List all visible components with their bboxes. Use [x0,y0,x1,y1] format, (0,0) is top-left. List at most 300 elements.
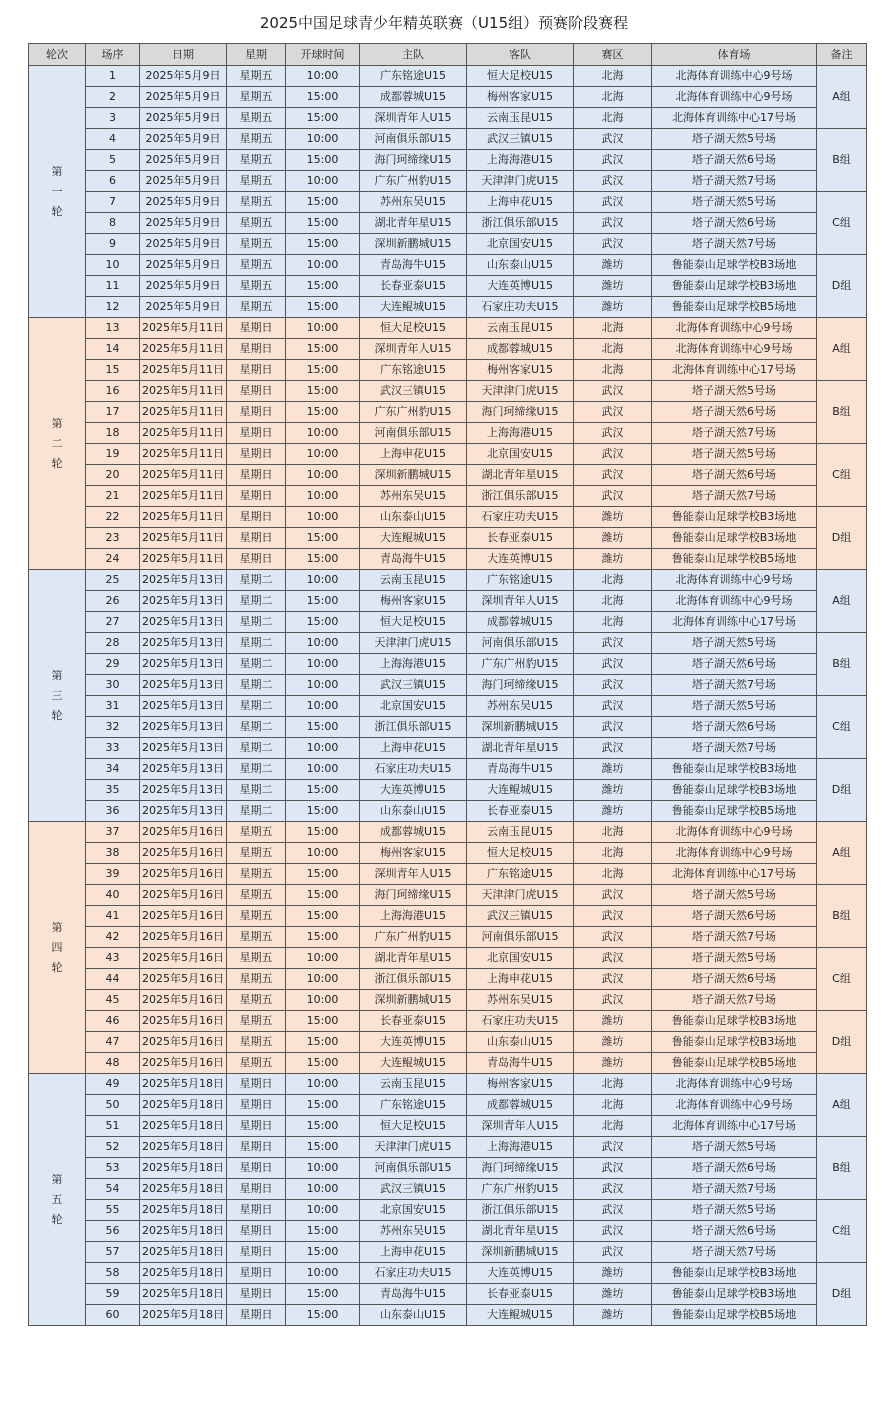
date-cell: 2025年5月18日 [140,1221,227,1242]
zone-cell: 武汉 [574,150,652,171]
table-row [29,1179,867,1200]
table-row [29,360,867,381]
date-cell: 2025年5月13日 [140,570,227,591]
zone-cell: 武汉 [574,1200,652,1221]
weekday-cell: 星期日 [227,465,286,486]
home-team-cell: 海门珂缔缘U15 [360,885,467,906]
weekday-cell: 星期五 [227,171,286,192]
col-header-weekday: 星期 [227,44,286,66]
page-title: 2025中国足球青少年精英联赛（U15组）预赛阶段赛程 [259,14,629,32]
away-team-cell: 深圳青年人U15 [467,591,574,612]
weekday-cell: 星期日 [227,381,286,402]
away-team-cell: 云南玉昆U15 [467,822,574,843]
away-team-cell: 河南俱乐部U15 [467,927,574,948]
date-cell: 2025年5月13日 [140,780,227,801]
table-row [29,654,867,675]
zone-cell: 潍坊 [574,528,652,549]
date-cell: 2025年5月16日 [140,843,227,864]
away-team-cell: 梅州客家U15 [467,87,574,108]
kickoff-cell: 10:00 [286,696,360,717]
stadium-cell: 塔子湖天然7号场 [652,1179,817,1200]
kickoff-cell: 15:00 [286,906,360,927]
kickoff-cell: 15:00 [286,822,360,843]
date-cell: 2025年5月11日 [140,423,227,444]
zone-cell: 潍坊 [574,1305,652,1326]
away-team-cell: 成都蓉城U15 [467,1095,574,1116]
weekday-cell: 星期日 [227,1221,286,1242]
group-label: D组 [817,1011,867,1074]
date-cell: 2025年5月9日 [140,192,227,213]
match-no-cell: 10 [86,255,140,276]
date-cell: 2025年5月16日 [140,885,227,906]
table-row [29,234,867,255]
match-no-cell: 19 [86,444,140,465]
stadium-cell: 鲁能泰山足球学校B3场地 [652,1263,817,1284]
weekday-cell: 星期日 [227,1263,286,1284]
zone-cell: 北海 [574,87,652,108]
date-cell: 2025年5月18日 [140,1263,227,1284]
group-label: A组 [817,318,867,381]
round-label [29,822,86,1074]
match-no-cell: 22 [86,507,140,528]
match-no-cell: 16 [86,381,140,402]
away-team-cell: 天津津门虎U15 [467,381,574,402]
match-no-cell: 5 [86,150,140,171]
away-team-cell: 海门珂缔缘U15 [467,1158,574,1179]
round-label [29,318,86,570]
match-no-cell: 30 [86,675,140,696]
col-header-round: 轮次 [29,44,86,66]
date-cell: 2025年5月18日 [140,1242,227,1263]
kickoff-cell: 15:00 [286,549,360,570]
weekday-cell: 星期五 [227,1053,286,1074]
stadium-cell: 塔子湖天然5号场 [652,1200,817,1221]
date-cell: 2025年5月11日 [140,507,227,528]
home-team-cell: 梅州客家U15 [360,591,467,612]
kickoff-cell: 10:00 [286,675,360,696]
away-team-cell: 广东广州豹U15 [467,654,574,675]
away-team-cell: 恒大足校U15 [467,66,574,87]
group-label: A组 [817,1074,867,1137]
stadium-cell: 塔子湖天然6号场 [652,1158,817,1179]
col-header-stadium: 体育场 [652,44,817,66]
away-team-cell: 青岛海牛U15 [467,759,574,780]
away-team-cell: 北京国安U15 [467,234,574,255]
zone-cell: 武汉 [574,402,652,423]
away-team-cell: 长春亚泰U15 [467,528,574,549]
match-no-cell: 59 [86,1284,140,1305]
match-no-cell: 47 [86,1032,140,1053]
match-no-cell: 46 [86,1011,140,1032]
zone-cell: 北海 [574,66,652,87]
stadium-cell: 北海体育训练中心9号场 [652,66,817,87]
table-row [29,213,867,234]
group-label: B组 [817,633,867,696]
stadium-cell: 塔子湖天然5号场 [652,129,817,150]
zone-cell: 武汉 [574,927,652,948]
away-team-cell: 石家庄功夫U15 [467,507,574,528]
match-no-cell: 33 [86,738,140,759]
match-no-cell: 20 [86,465,140,486]
weekday-cell: 星期日 [227,486,286,507]
date-cell: 2025年5月13日 [140,591,227,612]
match-no-cell: 50 [86,1095,140,1116]
round-label-char: 轮 [51,204,63,218]
kickoff-cell: 10:00 [286,1179,360,1200]
away-team-cell: 成都蓉城U15 [467,612,574,633]
away-team-cell: 上海海港U15 [467,1137,574,1158]
weekday-cell: 星期二 [227,717,286,738]
table-row [29,528,867,549]
stadium-cell: 塔子湖天然6号场 [652,654,817,675]
weekday-cell: 星期日 [227,423,286,444]
match-no-cell: 9 [86,234,140,255]
date-cell: 2025年5月16日 [140,990,227,1011]
home-team-cell: 大连鲲城U15 [360,1053,467,1074]
stadium-cell: 鲁能泰山足球学校B3场地 [652,759,817,780]
date-cell: 2025年5月16日 [140,906,227,927]
weekday-cell: 星期二 [227,654,286,675]
weekday-cell: 星期日 [227,1200,286,1221]
zone-cell: 武汉 [574,738,652,759]
kickoff-cell: 15:00 [286,276,360,297]
match-no-cell: 51 [86,1116,140,1137]
date-cell: 2025年5月13日 [140,759,227,780]
weekday-cell: 星期五 [227,969,286,990]
home-team-cell: 上海申花U15 [360,444,467,465]
zone-cell: 武汉 [574,213,652,234]
zone-cell: 潍坊 [574,801,652,822]
stadium-cell: 塔子湖天然5号场 [652,633,817,654]
table-row [29,990,867,1011]
table-row [29,1200,867,1221]
schedule-table [28,43,867,1326]
kickoff-cell: 10:00 [286,654,360,675]
stadium-cell: 塔子湖天然7号场 [652,234,817,255]
zone-cell: 武汉 [574,129,652,150]
table-row [29,1074,867,1095]
zone-cell: 武汉 [574,675,652,696]
home-team-cell: 梅州客家U15 [360,843,467,864]
round-label-char: 第 [51,1172,63,1186]
date-cell: 2025年5月16日 [140,1011,227,1032]
table-row [29,612,867,633]
home-team-cell: 大连鲲城U15 [360,528,467,549]
zone-cell: 武汉 [574,1158,652,1179]
zone-cell: 北海 [574,864,652,885]
weekday-cell: 星期日 [227,339,286,360]
away-team-cell: 广东铭途U15 [467,864,574,885]
home-team-cell: 上海申花U15 [360,1242,467,1263]
stadium-cell: 鲁能泰山足球学校B3场地 [652,528,817,549]
weekday-cell: 星期二 [227,801,286,822]
date-cell: 2025年5月18日 [140,1074,227,1095]
date-cell: 2025年5月9日 [140,129,227,150]
group-label: C组 [817,192,867,255]
match-no-cell: 60 [86,1305,140,1326]
away-team-cell: 云南玉昆U15 [467,108,574,129]
group-label: D组 [817,507,867,570]
zone-cell: 北海 [574,108,652,129]
date-cell: 2025年5月9日 [140,87,227,108]
home-team-cell: 广东广州豹U15 [360,171,467,192]
match-no-cell: 7 [86,192,140,213]
weekday-cell: 星期日 [227,528,286,549]
group-label: B组 [817,1137,867,1200]
match-no-cell: 18 [86,423,140,444]
round-label-char: 第 [51,416,63,430]
table-row [29,486,867,507]
zone-cell: 潍坊 [574,255,652,276]
table-row [29,276,867,297]
table-row [29,465,867,486]
weekday-cell: 星期二 [227,570,286,591]
date-cell: 2025年5月11日 [140,402,227,423]
home-team-cell: 武汉三镇U15 [360,381,467,402]
stadium-cell: 塔子湖天然6号场 [652,150,817,171]
table-row [29,381,867,402]
group-label: D组 [817,1263,867,1326]
stadium-cell: 北海体育训练中心17号场 [652,108,817,129]
zone-cell: 武汉 [574,444,652,465]
home-team-cell: 山东泰山U15 [360,801,467,822]
zone-cell: 武汉 [574,885,652,906]
stadium-cell: 鲁能泰山足球学校B5场地 [652,297,817,318]
table-row [29,906,867,927]
schedule-body [29,66,867,1326]
zone-cell: 武汉 [574,171,652,192]
kickoff-cell: 15:00 [286,381,360,402]
table-row [29,1221,867,1242]
table-row [29,801,867,822]
group-label: A组 [817,822,867,885]
kickoff-cell: 15:00 [286,1116,360,1137]
kickoff-cell: 10:00 [286,570,360,591]
zone-cell: 北海 [574,339,652,360]
group-label: A组 [817,570,867,633]
weekday-cell: 星期五 [227,129,286,150]
away-team-cell: 长春亚泰U15 [467,801,574,822]
home-team-cell: 浙江俱乐部U15 [360,969,467,990]
weekday-cell: 星期日 [227,1305,286,1326]
away-team-cell: 苏州东吴U15 [467,990,574,1011]
table-row [29,1242,867,1263]
home-team-cell: 成都蓉城U15 [360,87,467,108]
stadium-cell: 鲁能泰山足球学校B3场地 [652,780,817,801]
away-team-cell: 山东泰山U15 [467,1032,574,1053]
away-team-cell: 大连英博U15 [467,549,574,570]
zone-cell: 北海 [574,570,652,591]
stadium-cell: 塔子湖天然5号场 [652,885,817,906]
zone-cell: 潍坊 [574,1284,652,1305]
home-team-cell: 石家庄功夫U15 [360,1263,467,1284]
group-label: D组 [817,255,867,318]
stadium-cell: 鲁能泰山足球学校B3场地 [652,1284,817,1305]
date-cell: 2025年5月13日 [140,675,227,696]
kickoff-cell: 10:00 [286,1158,360,1179]
zone-cell: 北海 [574,843,652,864]
col-header-zone: 赛区 [574,44,652,66]
date-cell: 2025年5月9日 [140,234,227,255]
stadium-cell: 北海体育训练中心9号场 [652,822,817,843]
group-label: B组 [817,381,867,444]
zone-cell: 武汉 [574,1137,652,1158]
away-team-cell: 石家庄功夫U15 [467,1011,574,1032]
kickoff-cell: 15:00 [286,297,360,318]
weekday-cell: 星期五 [227,906,286,927]
home-team-cell: 云南玉昆U15 [360,570,467,591]
home-team-cell: 天津津门虎U15 [360,633,467,654]
match-no-cell: 15 [86,360,140,381]
kickoff-cell: 15:00 [286,927,360,948]
table-row [29,423,867,444]
table-row [29,696,867,717]
home-team-cell: 深圳新鹏城U15 [360,990,467,1011]
zone-cell: 潍坊 [574,549,652,570]
weekday-cell: 星期二 [227,780,286,801]
stadium-cell: 北海体育训练中心9号场 [652,318,817,339]
table-row [29,318,867,339]
col-header-home: 主队 [360,44,467,66]
away-team-cell: 海门珂缔缘U15 [467,402,574,423]
date-cell: 2025年5月9日 [140,297,227,318]
home-team-cell: 大连英博U15 [360,780,467,801]
match-no-cell: 8 [86,213,140,234]
date-cell: 2025年5月13日 [140,654,227,675]
home-team-cell: 湖北青年星U15 [360,213,467,234]
table-row [29,192,867,213]
home-team-cell: 武汉三镇U15 [360,675,467,696]
date-cell: 2025年5月9日 [140,171,227,192]
stadium-cell: 塔子湖天然7号场 [652,738,817,759]
kickoff-cell: 15:00 [286,1011,360,1032]
kickoff-cell: 15:00 [286,885,360,906]
home-team-cell: 青岛海牛U15 [360,255,467,276]
round-label [29,1074,86,1326]
table-row [29,885,867,906]
weekday-cell: 星期日 [227,549,286,570]
zone-cell: 武汉 [574,717,652,738]
away-team-cell: 上海申花U15 [467,192,574,213]
table-row [29,444,867,465]
date-cell: 2025年5月11日 [140,549,227,570]
date-cell: 2025年5月18日 [140,1179,227,1200]
weekday-cell: 星期五 [227,927,286,948]
match-no-cell: 17 [86,402,140,423]
kickoff-cell: 10:00 [286,633,360,654]
weekday-cell: 星期日 [227,444,286,465]
zone-cell: 武汉 [574,633,652,654]
table-row [29,738,867,759]
match-no-cell: 3 [86,108,140,129]
match-no-cell: 32 [86,717,140,738]
date-cell: 2025年5月13日 [140,633,227,654]
away-team-cell: 成都蓉城U15 [467,339,574,360]
home-team-cell: 河南俱乐部U15 [360,129,467,150]
date-cell: 2025年5月13日 [140,612,227,633]
stadium-cell: 塔子湖天然7号场 [652,486,817,507]
zone-cell: 北海 [574,1116,652,1137]
away-team-cell: 大连鲲城U15 [467,780,574,801]
home-team-cell: 天津津门虎U15 [360,1137,467,1158]
table-row [29,780,867,801]
stadium-cell: 北海体育训练中心17号场 [652,612,817,633]
date-cell: 2025年5月9日 [140,213,227,234]
kickoff-cell: 15:00 [286,108,360,129]
date-cell: 2025年5月9日 [140,150,227,171]
date-cell: 2025年5月16日 [140,969,227,990]
zone-cell: 武汉 [574,465,652,486]
group-label: C组 [817,1200,867,1263]
match-no-cell: 41 [86,906,140,927]
home-team-cell: 广东广州豹U15 [360,927,467,948]
match-no-cell: 43 [86,948,140,969]
away-team-cell: 天津津门虎U15 [467,885,574,906]
table-row [29,507,867,528]
weekday-cell: 星期五 [227,192,286,213]
stadium-cell: 鲁能泰山足球学校B3场地 [652,1011,817,1032]
home-team-cell: 深圳青年人U15 [360,108,467,129]
home-team-cell: 深圳青年人U15 [360,339,467,360]
away-team-cell: 长春亚泰U15 [467,1284,574,1305]
zone-cell: 潍坊 [574,1011,652,1032]
group-label: A组 [817,66,867,129]
weekday-cell: 星期五 [227,990,286,1011]
home-team-cell: 山东泰山U15 [360,1305,467,1326]
round-label-char: 第 [51,164,63,178]
date-cell: 2025年5月11日 [140,339,227,360]
date-cell: 2025年5月13日 [140,801,227,822]
away-team-cell: 武汉三镇U15 [467,129,574,150]
weekday-cell: 星期五 [227,108,286,129]
zone-cell: 武汉 [574,1242,652,1263]
match-no-cell: 49 [86,1074,140,1095]
match-no-cell: 58 [86,1263,140,1284]
kickoff-cell: 10:00 [286,423,360,444]
kickoff-cell: 15:00 [286,1095,360,1116]
weekday-cell: 星期日 [227,1137,286,1158]
col-header-away: 客队 [467,44,574,66]
round-label-char: 第 [51,920,63,934]
home-team-cell: 长春亚泰U15 [360,276,467,297]
home-team-cell: 恒大足校U15 [360,612,467,633]
weekday-cell: 星期五 [227,1032,286,1053]
stadium-cell: 塔子湖天然7号场 [652,171,817,192]
home-team-cell: 青岛海牛U15 [360,549,467,570]
away-team-cell: 大连英博U15 [467,1263,574,1284]
stadium-cell: 鲁能泰山足球学校B3场地 [652,276,817,297]
match-no-cell: 27 [86,612,140,633]
date-cell: 2025年5月13日 [140,696,227,717]
kickoff-cell: 15:00 [286,1032,360,1053]
date-cell: 2025年5月18日 [140,1158,227,1179]
zone-cell: 武汉 [574,234,652,255]
zone-cell: 潍坊 [574,507,652,528]
weekday-cell: 星期日 [227,1284,286,1305]
kickoff-cell: 10:00 [286,129,360,150]
table-row [29,1263,867,1284]
kickoff-cell: 10:00 [286,1200,360,1221]
date-cell: 2025年5月9日 [140,108,227,129]
away-team-cell: 深圳新鹏城U15 [467,1242,574,1263]
stadium-cell: 塔子湖天然6号场 [652,465,817,486]
kickoff-cell: 15:00 [286,780,360,801]
kickoff-cell: 15:00 [286,192,360,213]
stadium-cell: 北海体育训练中心9号场 [652,843,817,864]
stadium-cell: 塔子湖天然5号场 [652,1137,817,1158]
group-label: B组 [817,885,867,948]
round-label [29,570,86,822]
